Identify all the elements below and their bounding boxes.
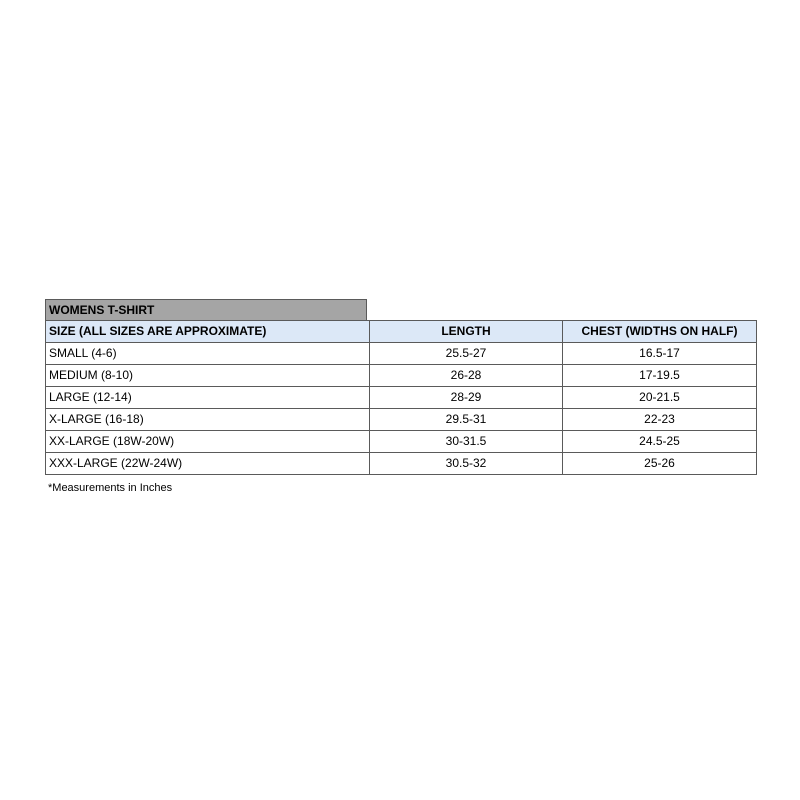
table-row — [46, 453, 757, 475]
chest-cell: 20-21.5 — [563, 387, 757, 409]
length-cell: 25.5-27 — [370, 343, 563, 365]
size-cell: XX-LARGE (18W-20W) — [46, 431, 370, 453]
header-length: LENGTH — [370, 321, 563, 343]
chest-cell: 17-19.5 — [563, 365, 757, 387]
chest-cell: 22-23 — [563, 409, 757, 431]
table-row — [46, 409, 757, 431]
length-cell: 26-28 — [370, 365, 563, 387]
length-cell: 30-31.5 — [370, 431, 563, 453]
size-chart — [45, 299, 756, 494]
size-cell: MEDIUM (8-10) — [46, 365, 370, 387]
header-chest: CHEST (WIDTHS ON HALF) — [563, 321, 757, 343]
size-cell: X-LARGE (16-18) — [46, 409, 370, 431]
table-row — [46, 343, 757, 365]
size-cell: XXX-LARGE (22W-24W) — [46, 453, 370, 475]
measurement-footnote: *Measurements in Inches — [48, 482, 173, 494]
size-table — [45, 320, 757, 475]
table-title: WOMENS T-SHIRT — [45, 299, 367, 320]
length-cell: 30.5-32 — [370, 453, 563, 475]
table-row — [46, 365, 757, 387]
length-cell: 28-29 — [370, 387, 563, 409]
table-row — [46, 387, 757, 409]
size-cell: LARGE (12-14) — [46, 387, 370, 409]
chest-cell: 24.5-25 — [563, 431, 757, 453]
chest-cell: 16.5-17 — [563, 343, 757, 365]
length-cell: 29.5-31 — [370, 409, 563, 431]
table-row — [46, 431, 757, 453]
header-row — [46, 321, 757, 343]
chest-cell: 25-26 — [563, 453, 757, 475]
header-size: SIZE (ALL SIZES ARE APPROXIMATE) — [46, 321, 370, 343]
size-cell: SMALL (4-6) — [46, 343, 370, 365]
